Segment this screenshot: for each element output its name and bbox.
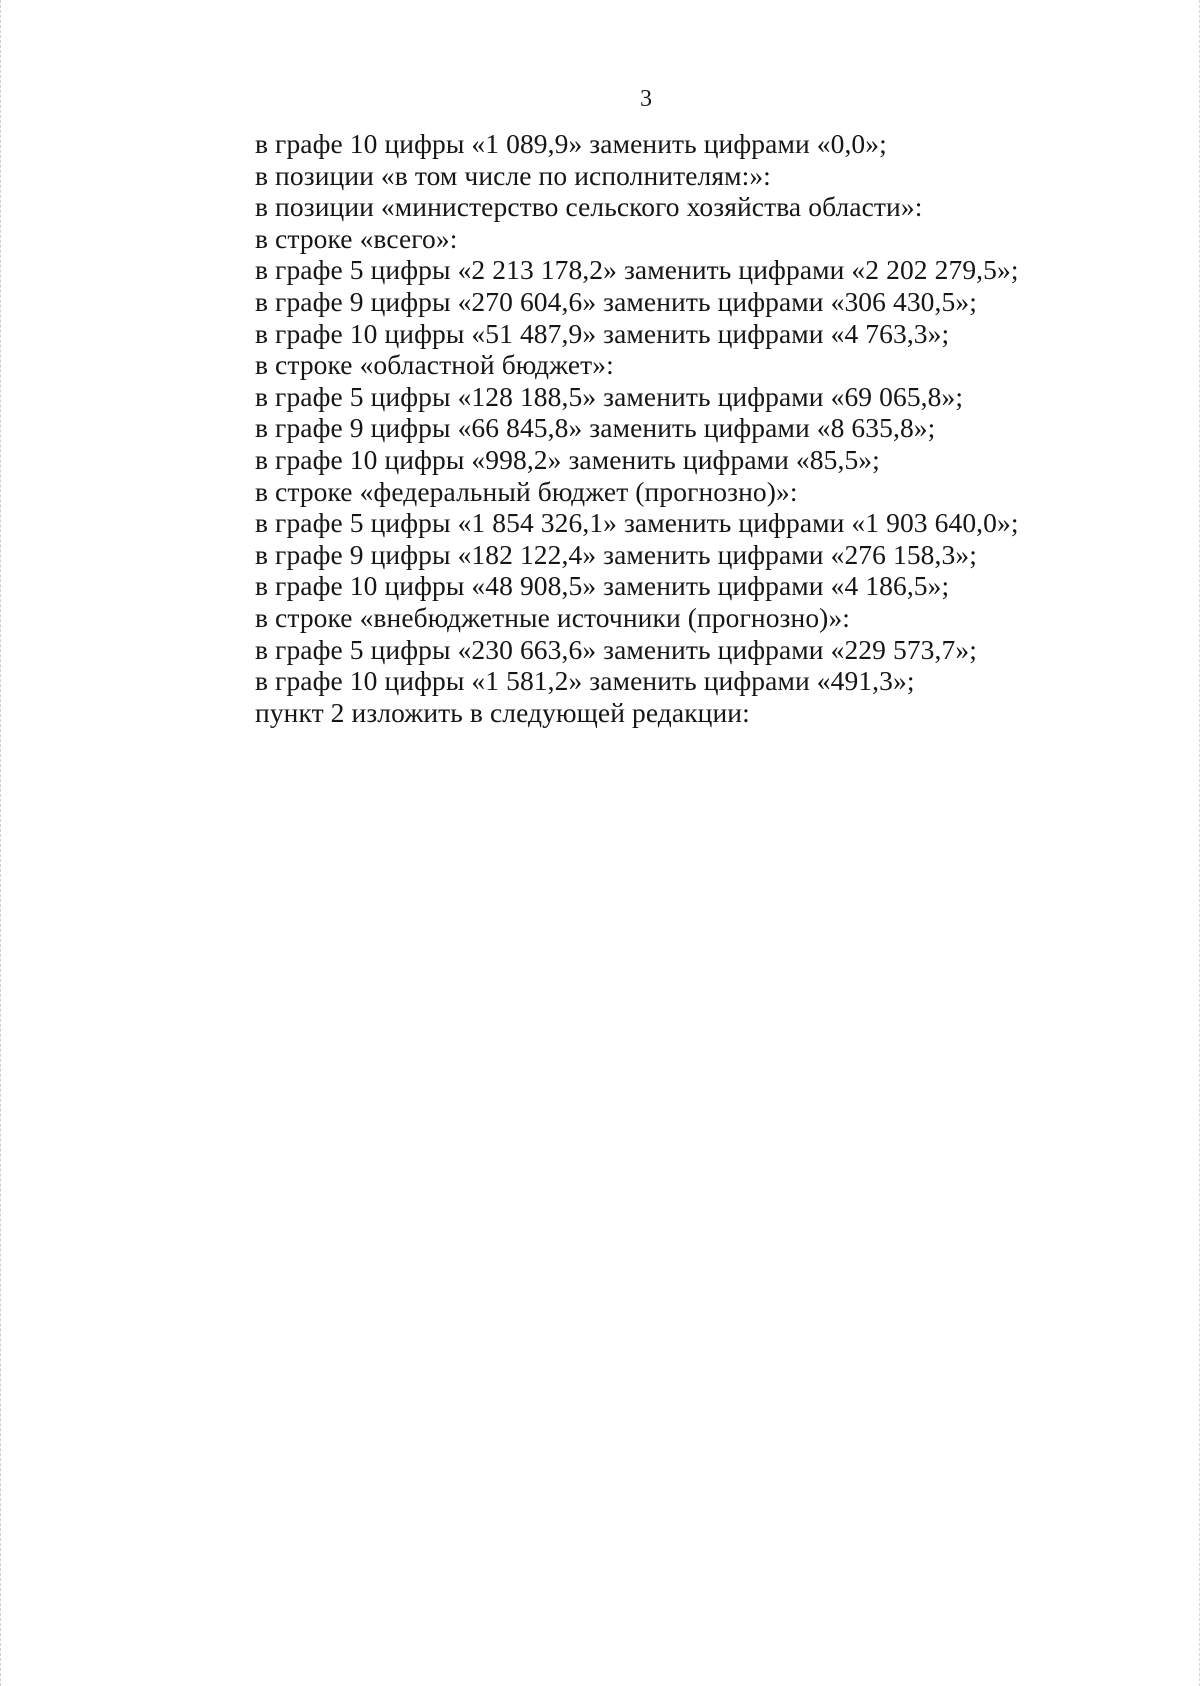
text-line: в графе 9 цифры «66 845,8» заменить цифрами «8 635,8»; xyxy=(255,412,936,444)
text-line: в графе 5 цифры «128 188,5» заменить цифрами «69 065,8»; xyxy=(255,380,964,412)
page-number: 3 xyxy=(640,86,652,112)
text-line: пункт 2 изложить в следующей редакции: xyxy=(255,696,750,728)
text-line: в строке «внебюджетные источники (прогнозно)»: xyxy=(255,601,851,633)
text-line: в графе 10 цифры «48 908,5» заменить цифрами «4 186,5»; xyxy=(255,570,950,602)
text-line: в графе 5 цифры «2 213 178,2» заменить цифрами «2 202 279,5»; xyxy=(255,254,1019,286)
text-line: в графе 5 цифры «230 663,6» заменить цифрами «229 573,7»; xyxy=(255,633,977,665)
text-line: в графе 9 цифры «270 604,6» заменить цифрами «306 430,5»; xyxy=(255,285,977,317)
text-line: в графе 10 цифры «998,2» заменить цифрами «85,5»; xyxy=(255,443,880,475)
text-line: в позиции «в том числе по исполнителям:»: xyxy=(255,159,771,191)
text-line: в графе 10 цифры «51 487,9» заменить цифрами «4 763,3»; xyxy=(255,317,950,349)
text-line: в графе 10 цифры «1 089,9» заменить цифрами «0,0»; xyxy=(255,128,887,159)
text-line: в строке «федеральный бюджет (прогнозно)»: xyxy=(255,475,798,507)
text-line: в графе 9 цифры «182 122,4» заменить цифрами «276 158,3»; xyxy=(255,538,977,570)
text-line: в строке «всего»: xyxy=(255,222,458,254)
text-line: в графе 10 цифры «1 581,2» заменить цифрами «491,3»; xyxy=(255,665,915,697)
text-line: в позиции «министерство сельского хозяйства области»: xyxy=(255,191,923,223)
document-body xyxy=(255,128,1155,728)
text-line: в графе 5 цифры «1 854 326,1» заменить цифрами «1 903 640,0»; xyxy=(255,507,1019,539)
text-line: в строке «областной бюджет»: xyxy=(255,349,614,381)
